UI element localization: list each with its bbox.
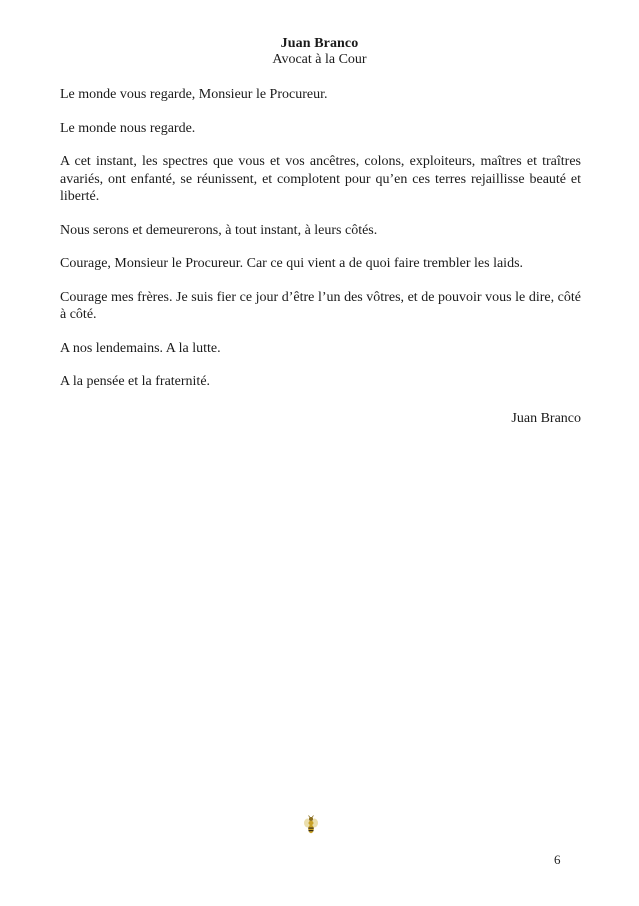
paragraph: A nos lendemains. A la lutte. (60, 340, 221, 356)
paragraph: A cet instant, les spectres que vous et vos ancêtres, colons, exploiteurs, maîtres et traîtres avariés, ont enfanté, se réunissent, et complotent pour qu’en ces terres rejaillisse beauté et liberté. (60, 154, 581, 204)
bee-icon (303, 815, 319, 835)
paragraph: A la pensée et la fraternité. (60, 374, 211, 389)
paragraph: Le monde nous regarde. (60, 120, 196, 136)
paragraph: Courage, Monsieur le Procureur. Car ce qui vient a de quoi faire trembler les laids. (60, 256, 524, 271)
letterhead (0, 36, 639, 68)
page-number: 6 (554, 852, 561, 867)
paragraph: Le monde vous regarde, Monsieur le Procureur. (60, 87, 328, 102)
paragraph: Nous serons et demeurerons, à tout instant, à leurs côtés. (60, 222, 378, 238)
signature: Juan Branco (511, 411, 581, 426)
letter-body (60, 86, 581, 407)
author-name: Juan Branco (280, 36, 359, 51)
paragraph: Courage mes frères. Je suis fier ce jour d’être l’un des vôtres, et de pouvoir vous le dire, côté à côté. (60, 289, 581, 322)
author-title: Avocat à la Cour (272, 52, 367, 67)
